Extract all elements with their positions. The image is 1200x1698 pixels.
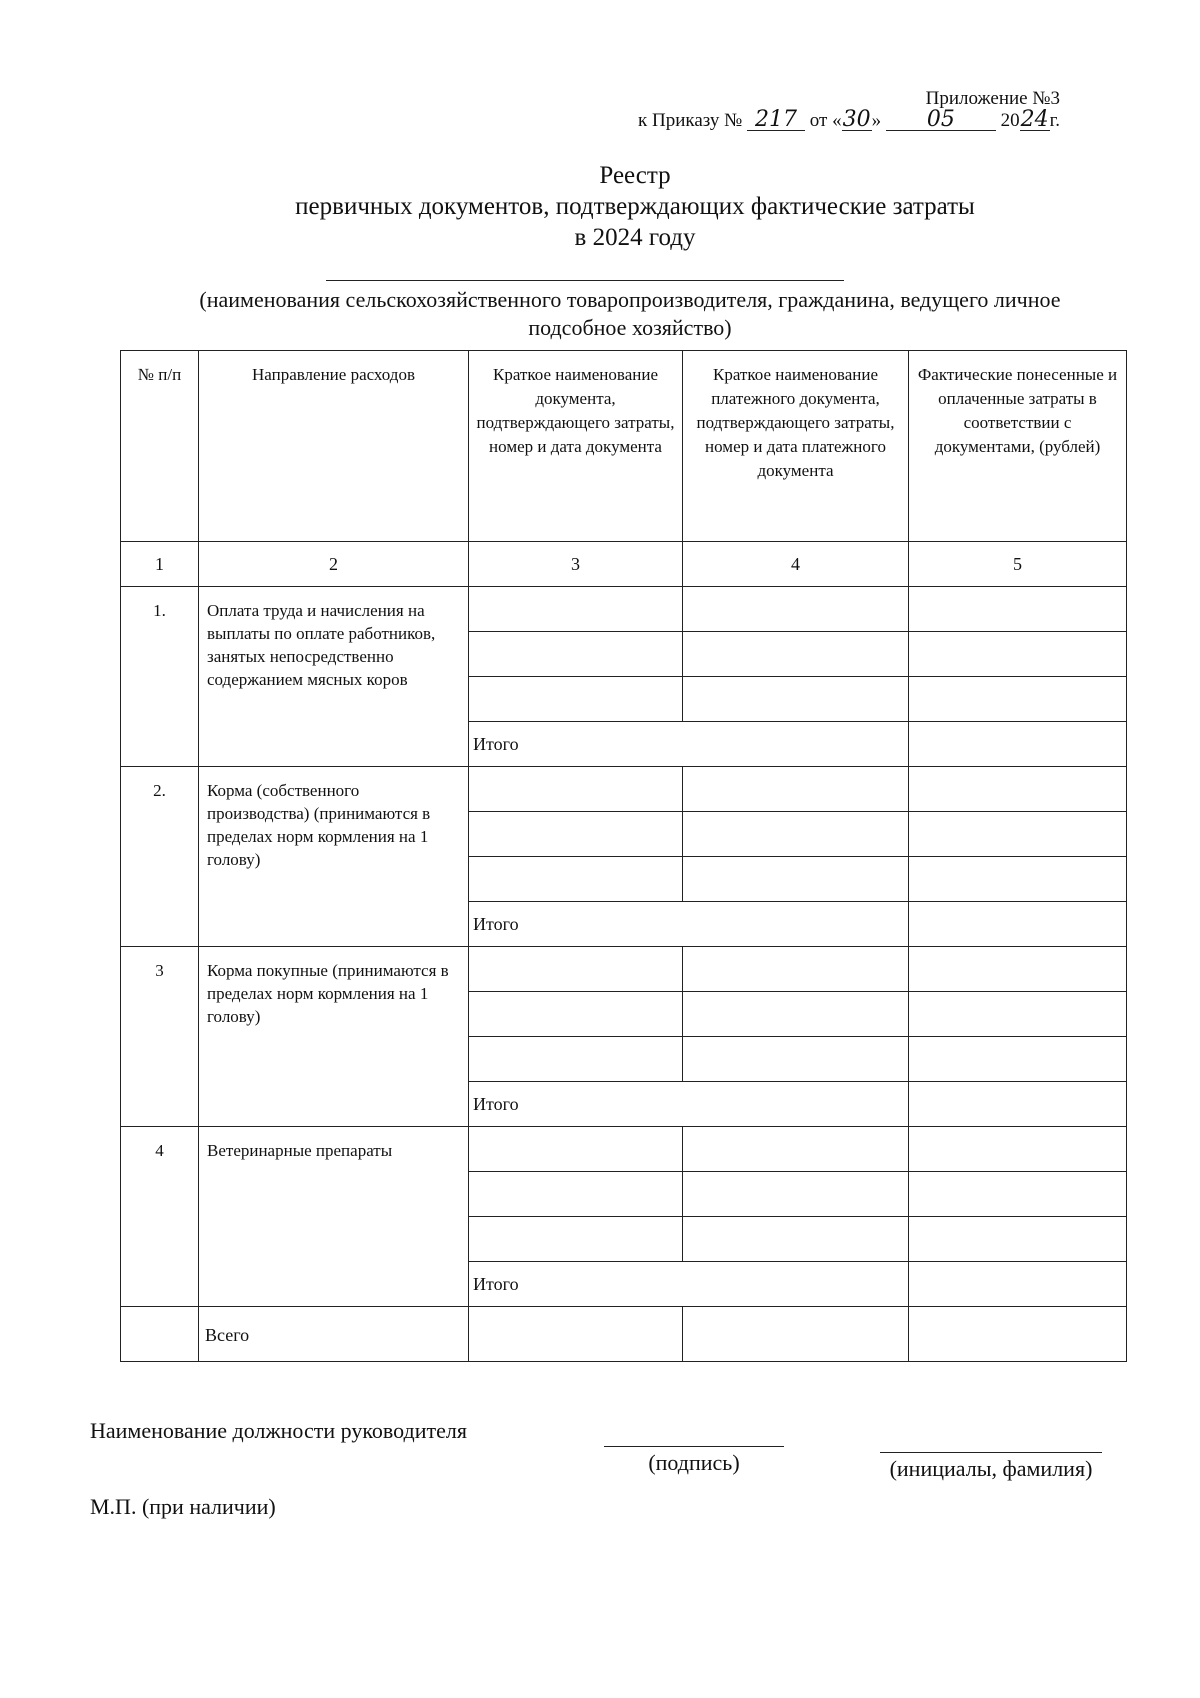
registry-table [120, 350, 1127, 1362]
payment-document-cell[interactable] [683, 857, 909, 902]
document-cell[interactable] [469, 587, 683, 632]
document-cell[interactable] [469, 947, 683, 992]
name-caption: (инициалы, фамилия) [889, 1456, 1093, 1481]
column-number: 1 [121, 542, 199, 587]
payment-document-cell[interactable] [683, 677, 909, 722]
row-number: 1. [121, 587, 199, 767]
header-document: Краткое наименование документа, подтверждающего затраты, номер и дата документа [469, 351, 683, 542]
row-direction: Корма покупные (принимаются в пределах норм кормления на 1 голову) [199, 947, 469, 1127]
amount-cell[interactable] [909, 857, 1127, 902]
subtotal-amount-cell[interactable] [909, 1262, 1127, 1307]
header-number: № п/п [121, 351, 199, 542]
payment-document-cell[interactable] [683, 992, 909, 1037]
amount-cell[interactable] [909, 1127, 1127, 1172]
order-year-unit: г. [1049, 110, 1060, 131]
signature-line [604, 1446, 784, 1447]
payment-document-cell[interactable] [683, 632, 909, 677]
order-prefix: к Приказу № [638, 110, 743, 131]
document-cell[interactable] [469, 632, 683, 677]
document-cell[interactable] [469, 1172, 683, 1217]
signature-caption: (подпись) [648, 1450, 740, 1475]
subtotal-amount-cell[interactable] [909, 902, 1127, 947]
subtotal-label: Итого [469, 902, 909, 947]
order-number: 217 [747, 110, 805, 131]
row-direction: Ветеринарные препараты [199, 1127, 469, 1307]
order-from-label: от [809, 110, 828, 131]
grand-total-label: Всего [199, 1307, 469, 1362]
amount-cell[interactable] [909, 812, 1127, 857]
title-line-2: первичных документов, подтверждающих фактические затраты [295, 193, 975, 220]
column-number-row [121, 542, 1127, 587]
table-row [121, 587, 1127, 632]
subtotal-amount-cell[interactable] [909, 722, 1127, 767]
payment-document-cell[interactable] [683, 1127, 909, 1172]
document-cell[interactable] [469, 857, 683, 902]
payment-document-cell[interactable] [683, 587, 909, 632]
subtotal-label: Итого [469, 1262, 909, 1307]
header-payment-document: Краткое наименование платежного документа, подтверждающего затраты, номер и дата платежного документа [683, 351, 909, 542]
header-actual-costs: Фактические понесенные и оплаченные затраты в соответствии с документами, (рублей) [909, 351, 1127, 542]
column-number: 5 [909, 542, 1127, 587]
table-row [121, 1127, 1127, 1172]
grand-total-payment-cell[interactable] [683, 1307, 909, 1362]
row-direction: Оплата труда и начисления на выплаты по оплате работников, занятых непосредственно содержанием мясных коров [199, 587, 469, 767]
amount-cell[interactable] [909, 992, 1127, 1037]
payment-document-cell[interactable] [683, 812, 909, 857]
order-month: 05 [886, 110, 996, 131]
stamp-label: М.П. (при наличии) [90, 1494, 276, 1519]
amount-cell[interactable] [909, 587, 1127, 632]
amount-cell[interactable] [909, 1037, 1127, 1082]
table-row [121, 767, 1127, 812]
order-year-prefix: 20 [1000, 110, 1020, 131]
document-title [0, 160, 1200, 253]
payment-document-cell[interactable] [683, 947, 909, 992]
amount-cell[interactable] [909, 1217, 1127, 1262]
title-line-3: в 2024 году [574, 224, 696, 251]
order-year-suffix: 24 [1020, 107, 1049, 132]
manager-position-label: Наименование должности руководителя [90, 1418, 467, 1443]
document-cell[interactable] [469, 1127, 683, 1172]
row-number: 4 [121, 1127, 199, 1307]
order-day: 30 [842, 107, 871, 132]
grand-total-document-cell[interactable] [469, 1307, 683, 1362]
amount-cell[interactable] [909, 947, 1127, 992]
subtotal-label: Итого [469, 722, 909, 767]
subtotal-amount-cell[interactable] [909, 1082, 1127, 1127]
amount-cell[interactable] [909, 677, 1127, 722]
document-cell[interactable] [469, 767, 683, 812]
grand-total-amount-cell[interactable] [909, 1307, 1127, 1362]
appendix-label: Приложение №3 [925, 88, 1060, 109]
order-reference: к Приказу № 217 от «30» 05 2024г. [638, 107, 1060, 132]
amount-cell[interactable] [909, 632, 1127, 677]
subtotal-label: Итого [469, 1082, 909, 1127]
header-direction: Направление расходов [199, 351, 469, 542]
title-line-1: Реестр [599, 162, 671, 189]
payment-document-cell[interactable] [683, 1217, 909, 1262]
producer-caption: (наименования сельскохозяйственного товаропроизводителя, гражданина, ведущего личное подсобное хозяйство) [199, 287, 1061, 340]
grand-total-row [121, 1307, 1127, 1362]
amount-cell[interactable] [909, 767, 1127, 812]
document-cell[interactable] [469, 1037, 683, 1082]
grand-total-number-cell [121, 1307, 199, 1362]
payment-document-cell[interactable] [683, 1037, 909, 1082]
document-cell[interactable] [469, 1217, 683, 1262]
amount-cell[interactable] [909, 1172, 1127, 1217]
table-header-row [121, 351, 1127, 542]
name-line [880, 1452, 1102, 1453]
row-number: 3 [121, 947, 199, 1127]
column-number: 4 [683, 542, 909, 587]
payment-document-cell[interactable] [683, 1172, 909, 1217]
row-number: 2. [121, 767, 199, 947]
column-number: 3 [469, 542, 683, 587]
column-number: 2 [199, 542, 469, 587]
document-cell[interactable] [469, 812, 683, 857]
document-cell[interactable] [469, 677, 683, 722]
row-direction: Корма (собственного производства) (принимаются в пределах норм кормления на 1 голову) [199, 767, 469, 947]
payment-document-cell[interactable] [683, 767, 909, 812]
producer-name-line [326, 280, 844, 281]
table-row [121, 947, 1127, 992]
document-cell[interactable] [469, 992, 683, 1037]
